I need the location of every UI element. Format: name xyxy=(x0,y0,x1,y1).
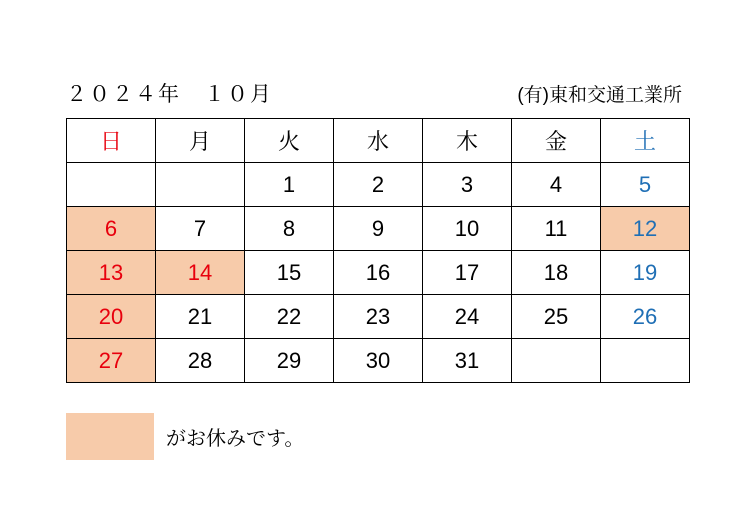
weekday-header-wed: 水 xyxy=(334,119,423,163)
calendar-day-cell: 4 xyxy=(512,163,601,207)
calendar-day-cell: 1 xyxy=(245,163,334,207)
calendar-day-cell: 22 xyxy=(245,295,334,339)
calendar-day-cell xyxy=(601,339,690,383)
calendar-table xyxy=(66,118,690,383)
legend-label: がお休みです。 xyxy=(166,428,305,450)
calendar-day-cell: 31 xyxy=(423,339,512,383)
calendar-week-row xyxy=(67,339,690,383)
calendar-day-cell: 19 xyxy=(601,251,690,295)
calendar-day-cell: 23 xyxy=(334,295,423,339)
weekday-header-tue: 火 xyxy=(245,119,334,163)
calendar-day-cell: 27 xyxy=(67,339,156,383)
calendar-day-cell: 10 xyxy=(423,207,512,251)
calendar-day-cell: 21 xyxy=(156,295,245,339)
legend xyxy=(66,413,304,460)
calendar-day-cell: 15 xyxy=(245,251,334,295)
weekday-header-mon: 月 xyxy=(156,119,245,163)
calendar-day-cell: 5 xyxy=(601,163,690,207)
calendar-day-cell: 11 xyxy=(512,207,601,251)
year-month-title: ２０２４年 １０月 xyxy=(66,83,273,106)
calendar-day-cell: 16 xyxy=(334,251,423,295)
calendar-day-cell: 7 xyxy=(156,207,245,251)
calendar-day-cell: 29 xyxy=(245,339,334,383)
calendar-day-cell: 30 xyxy=(334,339,423,383)
calendar-day-cell: 24 xyxy=(423,295,512,339)
calendar-day-cell: 3 xyxy=(423,163,512,207)
calendar-day-cell: 8 xyxy=(245,207,334,251)
calendar-week-row xyxy=(67,163,690,207)
legend-color-swatch xyxy=(66,413,154,460)
weekday-header-sun: 日 xyxy=(67,119,156,163)
calendar-week-row xyxy=(67,251,690,295)
calendar-day-cell: 9 xyxy=(334,207,423,251)
weekday-header-fri: 金 xyxy=(512,119,601,163)
calendar-day-cell xyxy=(67,163,156,207)
calendar-day-cell: 12 xyxy=(601,207,690,251)
calendar-day-cell: 18 xyxy=(512,251,601,295)
calendar-day-cell: 20 xyxy=(67,295,156,339)
calendar-day-cell: 13 xyxy=(67,251,156,295)
company-name: (有)東和交通工業所 xyxy=(517,85,682,106)
calendar-day-cell: 26 xyxy=(601,295,690,339)
header xyxy=(66,78,682,108)
calendar-body xyxy=(67,119,690,383)
calendar-day-cell: 14 xyxy=(156,251,245,295)
calendar-day-cell: 17 xyxy=(423,251,512,295)
calendar-day-cell: 2 xyxy=(334,163,423,207)
calendar-day-cell: 28 xyxy=(156,339,245,383)
calendar-day-cell xyxy=(156,163,245,207)
calendar-week-row xyxy=(67,207,690,251)
calendar-day-cell xyxy=(512,339,601,383)
calendar-week-row xyxy=(67,295,690,339)
weekday-header-sat: 土 xyxy=(601,119,690,163)
calendar-header-row xyxy=(67,119,690,163)
calendar-day-cell: 6 xyxy=(67,207,156,251)
calendar-day-cell: 25 xyxy=(512,295,601,339)
weekday-header-thu: 木 xyxy=(423,119,512,163)
